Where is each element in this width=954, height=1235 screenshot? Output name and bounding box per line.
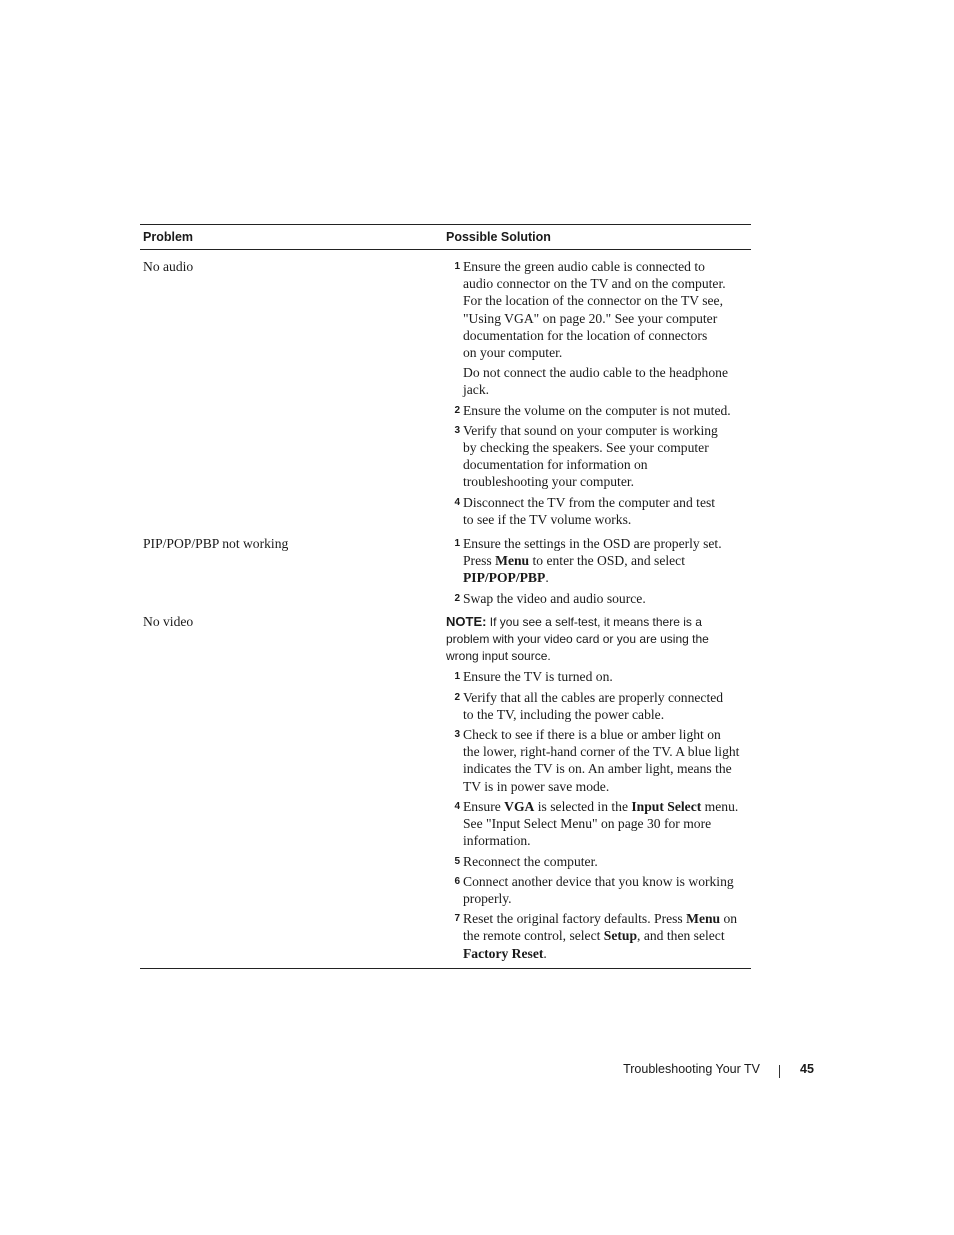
menu-term: Menu — [686, 911, 721, 927]
problem-pip: PIP/POP/PBP not working — [143, 536, 289, 552]
note-label: NOTE: — [446, 613, 487, 629]
step — [446, 689, 751, 723]
text-line: Swap the video and audio source. — [463, 590, 646, 606]
text-line: wrong input source. — [446, 649, 551, 664]
text-line: Verify that sound on your computer is working — [463, 422, 718, 438]
factory-reset-term: Factory Reset — [463, 945, 544, 961]
problem-no-audio: No audio — [143, 259, 194, 274]
text-line: Ensure the TV is turned on. — [463, 669, 613, 685]
text-line: PIP/POP/PBP. — [463, 570, 549, 586]
text-line: troubleshooting your computer. — [463, 474, 635, 490]
step-number: 1 — [454, 671, 460, 683]
header-problem: Problem — [143, 230, 194, 244]
footer-section-title: Troubleshooting Your TV — [623, 1062, 760, 1076]
text-line: documentation for the location of connectors — [463, 327, 708, 343]
step — [446, 258, 751, 361]
step — [446, 402, 751, 419]
text-line: Check to see if there is a blue or amber light on — [463, 727, 721, 743]
problem-no-video: No video — [143, 613, 194, 629]
table-row-pip — [140, 528, 751, 607]
text-line: Factory Reset. — [463, 945, 547, 961]
text-line: Ensure the green audio cable is connected to — [463, 259, 705, 274]
text-line: Reset the original factory defaults. Press Menu on — [463, 911, 738, 927]
text-line: by checking the speakers. See your computer — [463, 440, 709, 456]
text-line: "Using VGA" on page 20." See your computer — [463, 310, 718, 326]
header-solution: Possible Solution — [446, 230, 551, 244]
text-line: indicates the TV is on. An amber light, means the — [463, 761, 732, 777]
step — [446, 668, 751, 685]
text-line: information. — [463, 833, 531, 849]
text-line: Disconnect the TV from the computer and test — [463, 494, 716, 510]
footer-divider — [779, 1065, 780, 1078]
step-number: 3 — [454, 729, 460, 741]
step-number: 5 — [454, 855, 460, 867]
setup-term: Setup — [603, 928, 638, 944]
input-select-term: Input Select — [631, 798, 702, 814]
text-line: jack. — [463, 382, 490, 398]
text-line: Connect another device that you know is working — [463, 873, 734, 889]
solution-no-audio — [446, 258, 751, 528]
caution-paragraph — [446, 364, 751, 398]
text-line: Do not connect the audio cable to the headphone — [463, 365, 728, 381]
text-line: Ensure VGA is selected in the Input Select menu. — [463, 798, 739, 814]
text-line: to see if the TV volume works. — [463, 511, 632, 527]
solution-no-video — [446, 613, 751, 962]
page-footer — [0, 1062, 954, 1080]
step — [446, 798, 751, 850]
step — [446, 422, 751, 491]
step — [446, 873, 751, 907]
text-line: Press Menu to enter the OSD, and select — [463, 553, 685, 569]
step-number: 1 — [454, 261, 460, 272]
text-line: the lower, right-hand corner of the TV. A blue light — [463, 744, 740, 760]
step — [446, 590, 751, 607]
table-header — [140, 225, 751, 250]
text-line: Ensure the volume on the computer is not muted. — [463, 402, 731, 418]
table-row-no-video — [140, 607, 751, 968]
text-line: See "Input Select Menu" on page 30 for more — [463, 816, 712, 832]
text-line: Verify that all the cables are properly connected — [463, 689, 724, 705]
note-text: If you see a self-test, it means there is a — [486, 614, 702, 629]
step-number: 4 — [454, 496, 460, 508]
step — [446, 494, 751, 528]
note-block — [446, 613, 751, 666]
step-number: 3 — [454, 424, 460, 436]
step — [446, 853, 751, 870]
step-number: 1 — [454, 538, 460, 550]
text-line: TV is in power save mode. — [463, 778, 610, 794]
text-line: documentation for information on — [463, 457, 648, 473]
solution-pip — [446, 535, 751, 607]
text-line: the remote control, select Setup, and then select — [463, 928, 725, 944]
step-number: 4 — [454, 800, 460, 812]
step-number: 2 — [454, 404, 460, 416]
page-number: 45 — [800, 1062, 814, 1076]
step-number: 2 — [454, 691, 460, 703]
step — [446, 910, 751, 962]
step-number: 7 — [454, 913, 460, 925]
step — [446, 726, 751, 795]
step — [446, 535, 751, 587]
text-line: problem with your video card or you are using the — [446, 632, 709, 647]
text-line: properly. — [463, 890, 512, 906]
menu-term: Menu — [495, 553, 530, 569]
step-number: 6 — [454, 875, 460, 887]
text-line: to the TV, including the power cable. — [463, 706, 665, 722]
text-line: audio connector on the TV and on the computer. — [463, 276, 726, 292]
table-row-no-audio — [140, 250, 751, 528]
troubleshooting-table — [140, 224, 751, 969]
vga-term: VGA — [504, 798, 535, 814]
step-number: 2 — [454, 592, 460, 604]
text-line: Ensure the settings in the OSD are properly set. — [463, 536, 722, 552]
text-line: For the location of the connector on the TV see, — [463, 293, 723, 309]
text-line: on your computer. — [463, 345, 563, 361]
pip-term: PIP/POP/PBP — [463, 570, 546, 586]
text-line: Reconnect the computer. — [463, 853, 598, 869]
